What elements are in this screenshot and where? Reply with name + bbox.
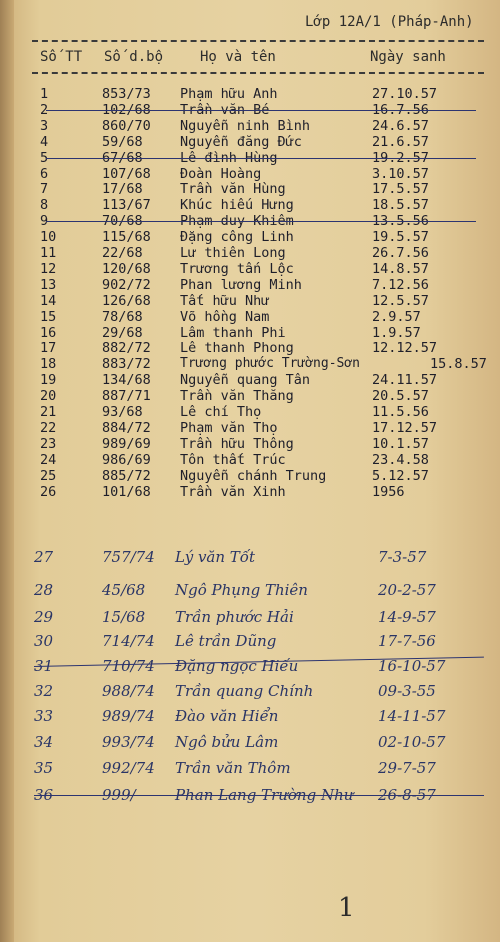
student-name: Trương phước Trường-Sơn (180, 356, 361, 372)
student-name: Trần văn Bé (180, 101, 270, 118)
row-number: 33 (34, 707, 54, 725)
register-number: 883/72 (102, 356, 151, 373)
list-item (0, 734, 500, 750)
student-name: Lê đình Hùng (180, 149, 278, 166)
student-name: Phạm duy Khiêm (180, 213, 294, 230)
header-dob: Ngày sanh (370, 49, 446, 65)
register-number: 67/68 (102, 149, 143, 166)
student-name: Đặng ngọc Hiếu (175, 657, 299, 675)
register-number: 989/74 (102, 707, 155, 725)
list-item (0, 452, 500, 468)
student-name: Phan lương Minh (180, 276, 302, 293)
register-number: 993/74 (102, 733, 155, 751)
student-name: Trần văn Xinh (180, 483, 286, 500)
list-item (0, 404, 500, 420)
birth-date: 26.7.56 (372, 245, 429, 261)
register-number: 853/73 (102, 86, 151, 102)
row-number: 9 (40, 213, 49, 230)
list-item (0, 245, 500, 261)
student-name: Nguyễn chánh Trung (180, 467, 327, 484)
list-item (0, 134, 500, 150)
birth-date: 1956 (372, 483, 405, 500)
row-number: 23 (40, 435, 57, 452)
birth-date: 14.8.57 (372, 260, 429, 277)
row-number: 35 (34, 759, 54, 777)
row-number: 10 (40, 229, 57, 246)
birth-date: 20-2-57 (378, 581, 436, 599)
register-number: 70/68 (102, 213, 143, 230)
list-item (0, 609, 500, 625)
register-number: 115/68 (102, 229, 151, 246)
list-item (0, 708, 500, 724)
register-number: 45/68 (102, 581, 146, 599)
row-number: 34 (34, 733, 54, 751)
register-number: 992/74 (102, 759, 155, 777)
row-number: 13 (40, 276, 57, 293)
birth-date: 16.7.56 (372, 101, 429, 118)
list-item (0, 760, 500, 776)
row-number: 6 (40, 165, 49, 182)
list-item (0, 633, 500, 649)
strikethrough-line (34, 795, 484, 796)
student-name: Ngô Phụng Thiên (175, 581, 308, 599)
birth-date: 17-7-56 (378, 632, 436, 650)
register-number: 986/69 (102, 451, 151, 468)
list-item (0, 197, 500, 213)
student-name: Trần hữu Thông (180, 435, 294, 452)
birth-date: 18.5.57 (372, 197, 429, 214)
row-number: 29 (34, 608, 54, 626)
student-name: Lư thiên Long (180, 245, 286, 261)
row-number: 1 (40, 86, 49, 102)
register-number: 860/70 (102, 117, 151, 134)
strikethrough-line (46, 110, 476, 111)
header-bottom-divider (32, 72, 484, 74)
row-number: 8 (40, 197, 49, 214)
register-number: 101/68 (102, 483, 151, 500)
register-number: 999/ (102, 786, 136, 804)
row-number: 25 (40, 467, 57, 484)
birth-date: 02-10-57 (378, 733, 446, 751)
birth-date: 19.5.57 (372, 229, 429, 246)
student-name: Đoàn Hoàng (180, 165, 262, 182)
birth-date: 7-3-57 (378, 548, 427, 566)
list-item (0, 277, 500, 293)
student-name: Lê trần Dũng (175, 632, 277, 650)
list-item (0, 293, 500, 309)
list-item (0, 468, 500, 484)
register-number: 988/74 (102, 682, 155, 700)
class-title: Lớp 12A/1 (Pháp-Anh) (305, 14, 474, 30)
student-name: Nguyễn ninh Bình (180, 117, 311, 134)
register-number: 17/68 (102, 181, 143, 198)
strikethrough-line (46, 221, 476, 222)
register-number: 887/71 (102, 388, 151, 405)
register-number: 78/68 (102, 308, 143, 325)
birth-date: 17.12.57 (372, 419, 438, 436)
birth-date: 2.9.57 (372, 308, 421, 325)
register-number: 59/68 (102, 133, 143, 150)
list-item (0, 549, 500, 565)
row-number: 14 (40, 292, 57, 309)
student-name: Tôn thất Trúc (180, 451, 286, 468)
student-name: Khúc hiếu Hưng (180, 197, 294, 214)
list-item (0, 229, 500, 245)
birth-date: 5.12.57 (372, 467, 429, 484)
student-name: Lê thanh Phong (180, 340, 294, 357)
list-item (0, 261, 500, 277)
student-name: Trần quang Chính (175, 682, 314, 700)
register-number: 134/68 (102, 372, 151, 389)
row-number: 12 (40, 260, 57, 277)
birth-date: 17.5.57 (372, 181, 429, 198)
birth-date: 21.6.57 (372, 133, 429, 150)
birth-date: 20.5.57 (372, 388, 429, 405)
list-item (0, 309, 500, 325)
row-number: 11 (40, 245, 57, 261)
list-item (0, 340, 500, 356)
row-number: 2 (40, 101, 49, 118)
student-name: Võ hồng Nam (180, 308, 270, 325)
birth-date: 3.10.57 (372, 165, 429, 182)
header-stt: Số TT (40, 49, 83, 65)
student-name: Đào văn Hiển (175, 707, 279, 725)
row-number: 16 (40, 324, 57, 341)
student-name: Nguyễn đăng Đức (180, 133, 302, 150)
birth-date: 12.12.57 (372, 340, 438, 357)
register-number: 22/68 (102, 245, 143, 261)
register-number: 107/68 (102, 165, 151, 182)
register-number: 885/72 (102, 467, 151, 484)
student-name: Trương tấn Lộc (180, 260, 294, 277)
register-number: 29/68 (102, 324, 143, 341)
register-number: 882/72 (102, 340, 151, 357)
birth-date: 24.11.57 (372, 372, 438, 389)
row-number: 18 (40, 356, 57, 373)
list-item (0, 388, 500, 404)
birth-date: 13.5.56 (372, 213, 429, 230)
register-number: 714/74 (102, 632, 155, 650)
row-number: 7 (40, 181, 49, 198)
birth-date: 14-9-57 (378, 608, 436, 626)
row-number: 21 (40, 404, 57, 420)
row-number: 3 (40, 117, 49, 134)
row-number: 24 (40, 451, 57, 468)
student-name: Lâm thanh Phi (180, 324, 286, 341)
student-name: Tất hữu Như (180, 292, 270, 309)
register-number: 902/72 (102, 276, 151, 293)
row-number: 22 (40, 419, 57, 436)
list-item (0, 325, 500, 341)
register-number: 15/68 (102, 608, 146, 626)
register-number: 989/69 (102, 435, 151, 452)
student-name: Phạm hữu Anh (180, 86, 278, 102)
birth-date: 09-3-55 (378, 682, 436, 700)
row-number: 20 (40, 388, 57, 405)
row-number: 17 (40, 340, 57, 357)
register-number: 884/72 (102, 419, 151, 436)
birth-date: 19.2.57 (372, 149, 429, 166)
birth-date: 24.6.57 (372, 117, 429, 134)
row-number: 27 (34, 548, 54, 566)
header-sdb: Số d.bộ (104, 49, 164, 65)
birth-date: 14-11-57 (378, 707, 446, 725)
list-item (0, 420, 500, 436)
birth-date: 12.5.57 (372, 292, 429, 309)
row-number: 28 (34, 581, 54, 599)
birth-date: 1.9.57 (372, 324, 421, 341)
student-name: Trần phước Hải (175, 608, 294, 626)
list-item (0, 484, 500, 500)
list-item (0, 436, 500, 452)
row-number: 4 (40, 133, 49, 150)
student-name: Lý văn Tốt (175, 548, 255, 566)
register-number: 126/68 (102, 292, 151, 309)
list-item (0, 86, 500, 102)
student-name: Phan Lang Trường Như (175, 786, 354, 804)
list-item (0, 356, 500, 372)
birth-date: 16-10-57 (378, 657, 446, 675)
strikethrough-line (46, 158, 476, 159)
register-number: 113/67 (102, 197, 151, 214)
student-name: Trần văn Hùng (180, 181, 286, 198)
list-item (0, 181, 500, 197)
student-name: Nguyễn quang Tân (180, 372, 311, 389)
register-number: 710/74 (102, 657, 155, 675)
birth-date: 23.4.58 (372, 451, 429, 468)
birth-date: 7.12.56 (372, 276, 429, 293)
birth-date: 26-8-57 (378, 786, 436, 804)
birth-date: 11.5.56 (372, 404, 429, 420)
birth-date: 29-7-57 (378, 759, 436, 777)
student-name: Trần văn Thôm (175, 759, 291, 777)
row-number: 26 (40, 483, 57, 500)
student-name: Lê chí Thọ (180, 404, 262, 420)
list-item (0, 118, 500, 134)
register-number: 93/68 (102, 404, 143, 420)
row-number: 5 (40, 149, 49, 166)
birth-date: 15.8.57 (430, 356, 487, 373)
register-number: 757/74 (102, 548, 155, 566)
list-item (0, 582, 500, 598)
register-number: 102/68 (102, 101, 151, 118)
student-name: Đặng công Linh (180, 229, 294, 246)
page-number: 1 (338, 893, 355, 923)
row-number: 36 (34, 786, 54, 804)
row-number: 15 (40, 308, 57, 325)
list-item (0, 166, 500, 182)
row-number: 30 (34, 632, 54, 650)
student-name: Trần văn Thăng (180, 388, 294, 405)
header-top-divider (32, 40, 484, 42)
list-item (0, 372, 500, 388)
header-name: Họ và tên (200, 49, 276, 65)
birth-date: 10.1.57 (372, 435, 429, 452)
row-number: 32 (34, 682, 54, 700)
birth-date: 27.10.57 (372, 86, 438, 102)
row-number: 31 (34, 657, 54, 675)
list-item (0, 683, 500, 699)
student-name: Ngô bửu Lâm (175, 733, 279, 751)
register-number: 120/68 (102, 260, 151, 277)
row-number: 19 (40, 372, 57, 389)
student-name: Phạm văn Thọ (180, 419, 278, 436)
